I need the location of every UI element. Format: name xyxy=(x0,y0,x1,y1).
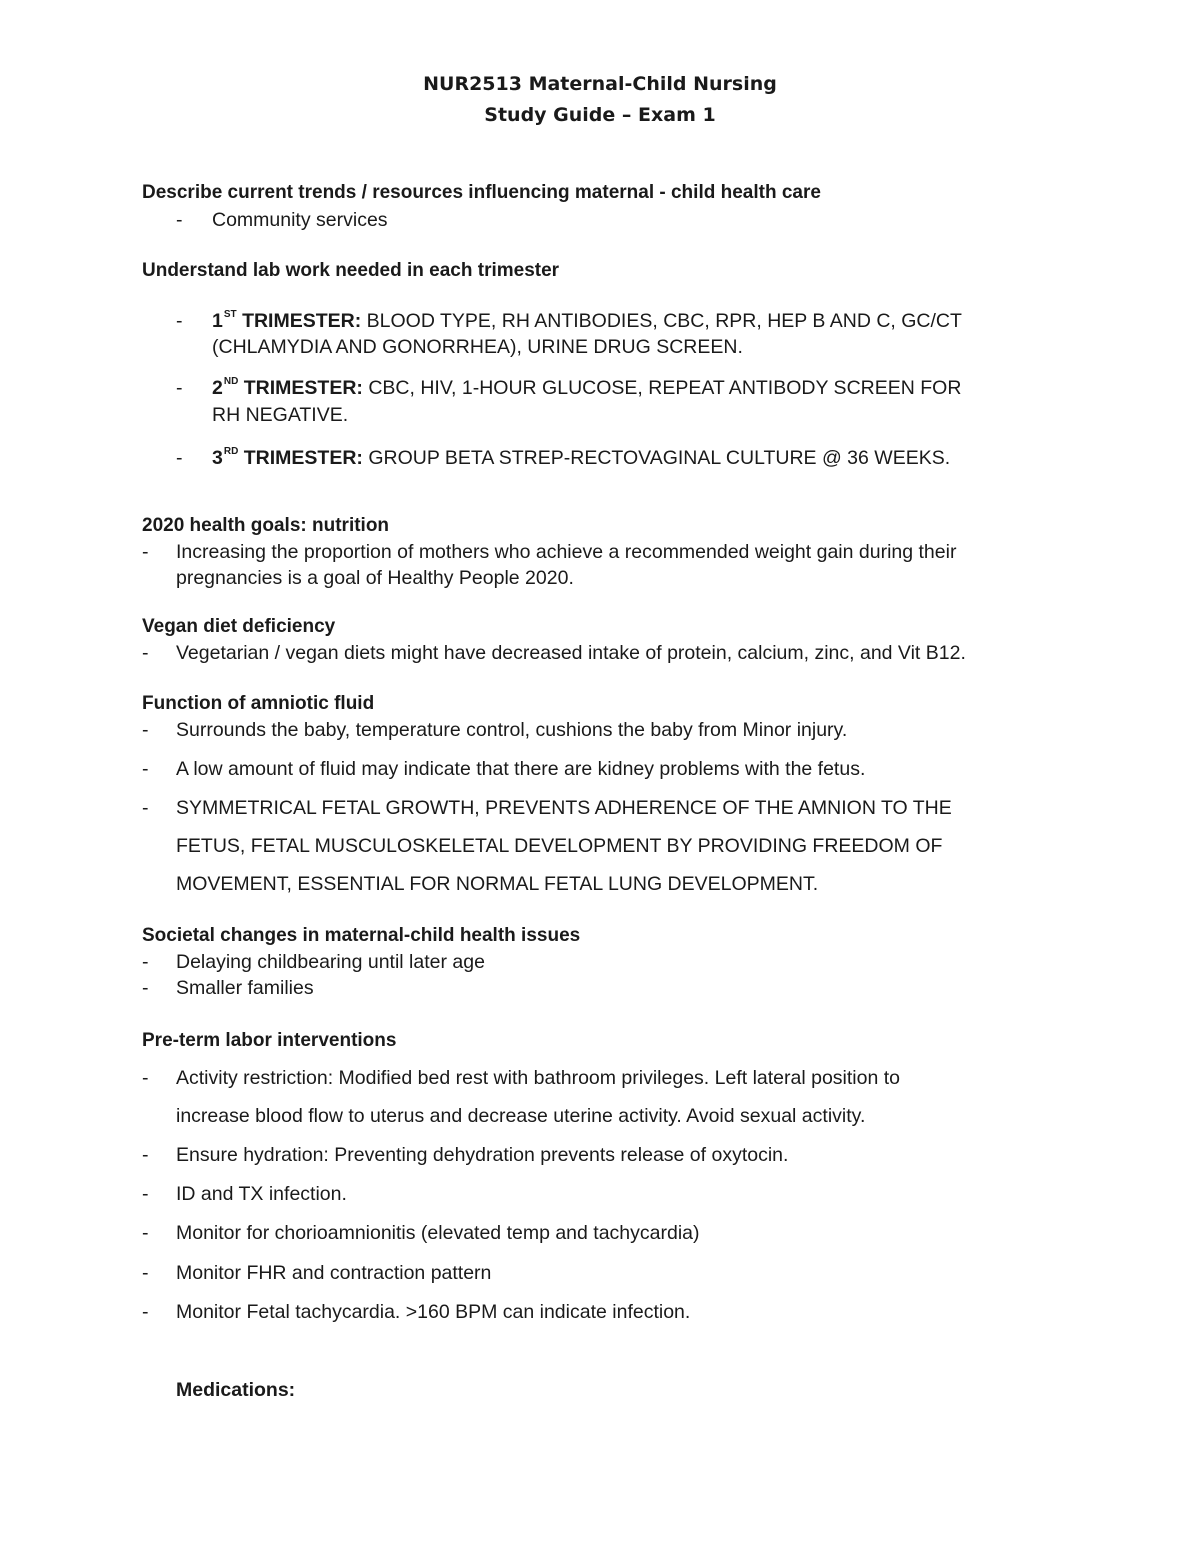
bullet: - xyxy=(176,377,183,399)
document-title: NUR2513 Maternal-Child Nursing xyxy=(423,73,777,95)
document-subtitle: Study Guide – Exam 1 xyxy=(484,104,716,126)
bullet: - xyxy=(142,797,149,819)
heading-vegan: Vegan diet deficiency xyxy=(142,616,336,637)
lab-item-continuation: (CHLAMYDIA AND GONORRHEA), URINE DRUG SCREEN. xyxy=(212,336,743,358)
subheading-medications: Medications: xyxy=(176,1379,296,1401)
trimester-number: 2 xyxy=(212,377,223,399)
bullet: - xyxy=(142,1067,149,1089)
heading-nutrition: 2020 health goals: nutrition xyxy=(142,515,390,536)
heading-societal-changes: Societal changes in maternal-child health issues xyxy=(142,925,581,946)
bullet: - xyxy=(176,209,183,231)
bullet: - xyxy=(142,977,149,999)
bullet: - xyxy=(142,1262,149,1284)
heading-lab-work: Understand lab work needed in each trimester xyxy=(142,260,560,281)
list-item: Vegetarian / vegan diets might have decreased intake of protein, calcium, zinc, and Vit B12. xyxy=(176,642,966,664)
trimester-number: 1 xyxy=(212,310,223,332)
bullet: - xyxy=(142,1301,149,1323)
trimester-suffix: ND xyxy=(223,376,239,387)
bullet: - xyxy=(142,1183,149,1205)
list-item: Delaying childbearing until later age xyxy=(176,951,485,973)
lab-item-continuation: RH NEGATIVE. xyxy=(212,404,349,426)
trimester-labs: BLOOD TYPE, RH ANTIBODIES, CBC, RPR, HEP B AND C, GC/CT xyxy=(366,310,962,332)
list-item: A low amount of fluid may indicate that there are kidney problems with the fetus. xyxy=(176,758,866,780)
bullet: - xyxy=(176,310,183,332)
list-item: Activity restriction: Modified bed rest with bathroom privileges. Left lateral position to xyxy=(176,1067,900,1089)
bullet: - xyxy=(142,719,149,741)
bullet: - xyxy=(142,541,149,563)
heading-trends: Describe current trends / resources influencing maternal - child health care xyxy=(142,182,821,203)
list-item: ID and TX infection. xyxy=(176,1183,347,1205)
list-item: Community services xyxy=(212,209,388,231)
trimester-suffix: RD xyxy=(223,446,239,457)
list-item: Ensure hydration: Preventing dehydration prevents release of oxytocin. xyxy=(176,1144,789,1166)
lab-item-third-trimester xyxy=(212,447,950,470)
list-item-continuation: increase blood flow to uterus and decrease uterine activity. Avoid sexual activity. xyxy=(176,1105,866,1127)
trimester-label: TRIMESTER: xyxy=(243,377,363,399)
trimester-suffix: ST xyxy=(223,309,237,320)
list-item: Smaller families xyxy=(176,977,314,999)
trimester-labs: GROUP BETA STREP-RECTOVAGINAL CULTURE @ 36 WEEKS. xyxy=(368,447,951,469)
list-item-continuation: FETUS, FETAL MUSCULOSKELETAL DEVELOPMENT BY PROVIDING FREEDOM OF xyxy=(176,835,943,857)
list-item: Monitor Fetal tachycardia. >160 BPM can indicate infection. xyxy=(176,1301,691,1323)
lab-item-first-trimester xyxy=(212,310,962,333)
lab-item-second-trimester xyxy=(212,377,961,400)
bullet: - xyxy=(142,758,149,780)
heading-preterm-labor: Pre-term labor interventions xyxy=(142,1030,397,1051)
list-item: Increasing the proportion of mothers who achieve a recommended weight gain during their xyxy=(176,541,957,563)
trimester-label: TRIMESTER: xyxy=(242,310,362,332)
bullet: - xyxy=(176,447,183,469)
list-item-continuation: pregnancies is a goal of Healthy People 2020. xyxy=(176,567,574,589)
trimester-labs: CBC, HIV, 1-HOUR GLUCOSE, REPEAT ANTIBODY SCREEN FOR xyxy=(368,377,962,399)
bullet: - xyxy=(142,951,149,973)
trimester-label: TRIMESTER: xyxy=(243,447,363,469)
heading-amniotic-fluid: Function of amniotic fluid xyxy=(142,693,375,714)
bullet: - xyxy=(142,1222,149,1244)
list-item-continuation: MOVEMENT, ESSENTIAL FOR NORMAL FETAL LUNG DEVELOPMENT. xyxy=(176,873,819,895)
bullet: - xyxy=(142,1144,149,1166)
bullet: - xyxy=(142,642,149,664)
trimester-number: 3 xyxy=(212,447,223,469)
list-item: Surrounds the baby, temperature control, cushions the baby from Minor injury. xyxy=(176,719,848,741)
list-item: Monitor FHR and contraction pattern xyxy=(176,1262,492,1284)
list-item: SYMMETRICAL FETAL GROWTH, PREVENTS ADHERENCE OF THE AMNION TO THE xyxy=(176,797,952,819)
list-item: Monitor for chorioamnionitis (elevated temp and tachycardia) xyxy=(176,1222,700,1244)
